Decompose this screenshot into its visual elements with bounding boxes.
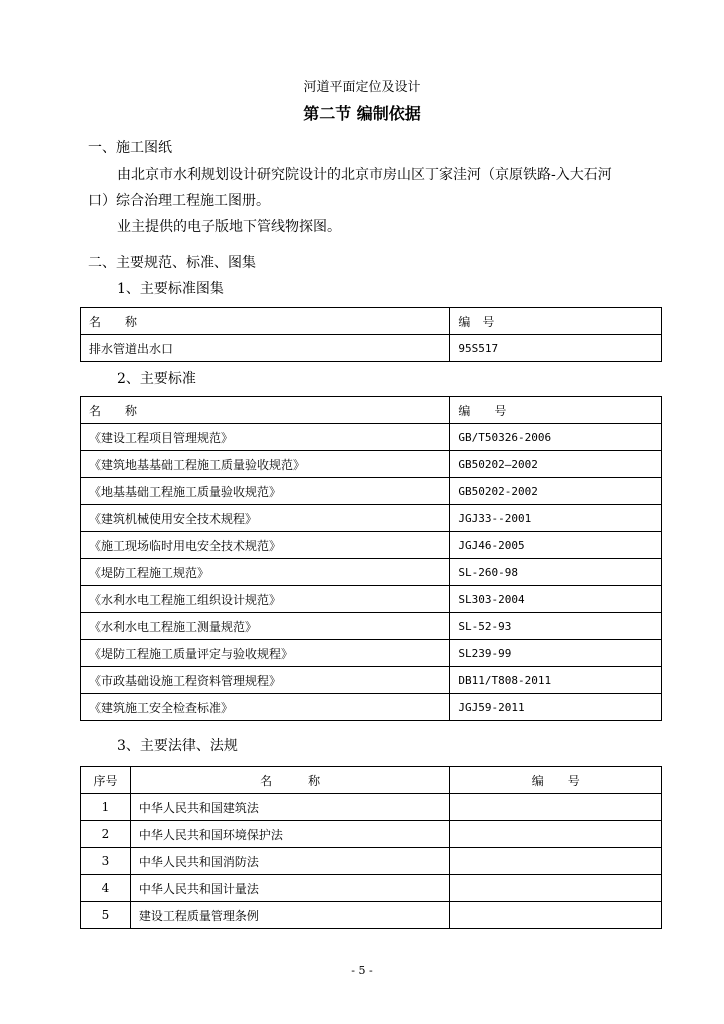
table-row: [81, 559, 662, 586]
row-no: 5: [81, 902, 131, 929]
row-code: [450, 875, 662, 902]
table-row: [81, 478, 662, 505]
row-no: 3: [81, 848, 131, 875]
row-code: SL-260-98: [450, 559, 662, 586]
table-header-row: [81, 397, 662, 424]
section-title: 第二节 编制依据: [303, 104, 421, 123]
main-standards-table: [80, 396, 662, 721]
heading-standards: 二、主要规范、标准、图集: [88, 255, 256, 271]
row-name: 《建筑施工安全检查标准》: [81, 694, 450, 721]
header-name: 名 称: [130, 767, 450, 794]
table-row: [81, 335, 662, 362]
row-name: 《水利水电工程施工组织设计规范》: [81, 586, 450, 613]
drawings-para-line1: 由北京市水利规划设计研究院设计的北京市房山区丁家洼河（京原铁路-入大石河: [117, 167, 612, 183]
row-code: SL239-99: [450, 640, 662, 667]
row-name: 《建筑地基基础工程施工质量验收规范》: [81, 451, 450, 478]
table-header-row: [81, 767, 662, 794]
header-code: 编 号: [450, 397, 662, 424]
row-code: GB50202—2002: [450, 451, 662, 478]
row-code: [450, 821, 662, 848]
row-no: 4: [81, 875, 131, 902]
row-no: 2: [81, 821, 131, 848]
row-code: [450, 848, 662, 875]
standard-atlas-table: [80, 307, 662, 362]
row-name: 《堤防工程施工规范》: [81, 559, 450, 586]
heading-standard-atlas: 1、主要标准图集: [117, 281, 224, 297]
row-name: 《建设工程项目管理规范》: [81, 424, 450, 451]
row-name: 中华人民共和国消防法: [130, 848, 450, 875]
table-row: [81, 505, 662, 532]
row-code: GB/T50326-2006: [450, 424, 662, 451]
drawings-para2: 业主提供的电子版地下管线物探图。: [117, 219, 341, 235]
row-name: 中华人民共和国建筑法: [130, 794, 450, 821]
row-no: 1: [81, 794, 131, 821]
table-row: [81, 451, 662, 478]
table-row: [81, 640, 662, 667]
table-row: [81, 694, 662, 721]
row-code: GB50202-2002: [450, 478, 662, 505]
table-row: [81, 902, 662, 929]
document-header: 河道平面定位及设计: [303, 80, 421, 95]
table-header-row: [81, 308, 662, 335]
row-name: 《地基基础工程施工质量验收规范》: [81, 478, 450, 505]
row-code: SL303-2004: [450, 586, 662, 613]
table-row: [81, 821, 662, 848]
table-row: [81, 532, 662, 559]
table-row: [81, 848, 662, 875]
row-code: JGJ33--2001: [450, 505, 662, 532]
row-code: [450, 794, 662, 821]
table-row: [81, 794, 662, 821]
page-number: - 5 -: [351, 964, 373, 977]
row-code: SL-52-93: [450, 613, 662, 640]
header-name: 名 称: [81, 308, 450, 335]
table-row: [81, 586, 662, 613]
row-name: 《建筑机械使用安全技术规程》: [81, 505, 450, 532]
row-code: JGJ46-2005: [450, 532, 662, 559]
row-name: 《市政基础设施工程资料管理规程》: [81, 667, 450, 694]
row-code: DB11/T808-2011: [450, 667, 662, 694]
row-name: 建设工程质量管理条例: [130, 902, 450, 929]
row-name: 《施工现场临时用电安全技术规范》: [81, 532, 450, 559]
drawings-para-line2: 口）综合治理工程施工图册。: [88, 193, 270, 209]
row-code: 95S517: [450, 335, 662, 362]
table-row: [81, 667, 662, 694]
row-name: 《堤防工程施工质量评定与验收规程》: [81, 640, 450, 667]
heading-main-standards: 2、主要标准: [117, 371, 196, 387]
header-code: 编 号: [450, 308, 662, 335]
table-row: [81, 613, 662, 640]
row-name: 中华人民共和国计量法: [130, 875, 450, 902]
laws-table: [80, 766, 662, 929]
header-name: 名 称: [81, 397, 450, 424]
header-no: 序号: [81, 767, 131, 794]
header-code: 编 号: [450, 767, 662, 794]
table-row: [81, 424, 662, 451]
row-name: 《水利水电工程施工测量规范》: [81, 613, 450, 640]
row-code: JGJ59-2011: [450, 694, 662, 721]
heading-drawings: 一、施工图纸: [88, 140, 172, 156]
row-name: 中华人民共和国环境保护法: [130, 821, 450, 848]
heading-laws: 3、主要法律、法规: [117, 738, 238, 754]
row-code: [450, 902, 662, 929]
table-row: [81, 875, 662, 902]
row-name: 排水管道出水口: [81, 335, 450, 362]
